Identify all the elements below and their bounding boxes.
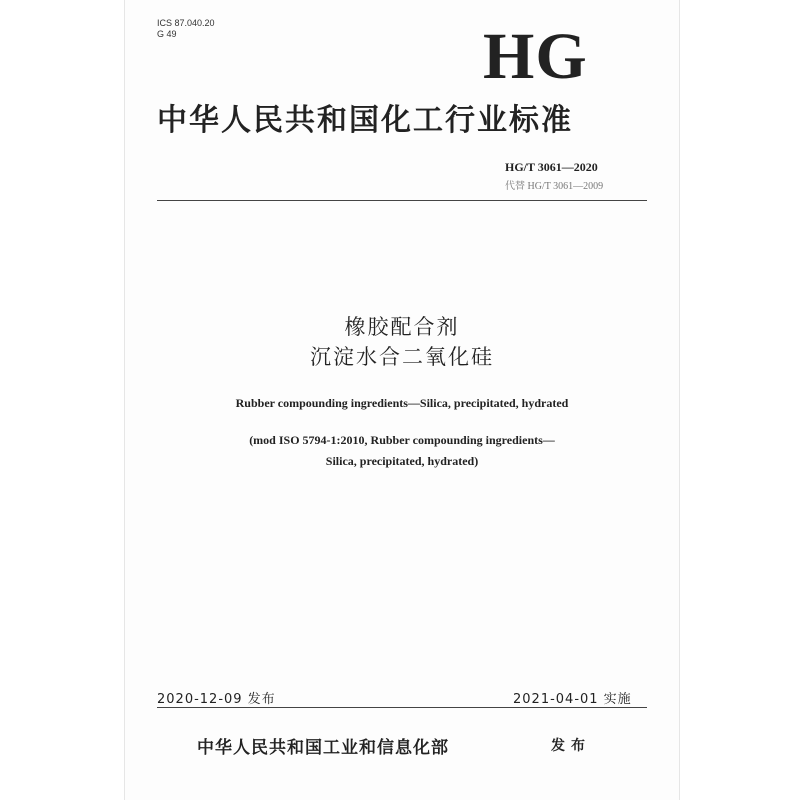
- document-title-line-1: 橡胶配合剂: [344, 315, 460, 339]
- standard-cover: [125, 0, 679, 800]
- issue-verb: 发布: [551, 738, 591, 754]
- ics-code: ICS 87.040.20: [157, 18, 215, 28]
- standard-number: HG/T 3061—2020: [505, 160, 598, 174]
- issue-date: 2020-12-09 发布: [157, 692, 276, 707]
- issuing-authority: 中华人民共和国工业和信息化部: [197, 738, 449, 758]
- ccs-code: G 49: [157, 29, 177, 39]
- mod-reference-line-1: (mod ISO 5794-1:2010, Rubber compounding ingredients—: [249, 433, 555, 447]
- bottom-divider: [157, 707, 647, 708]
- hg-logo: HG: [483, 20, 588, 93]
- document-title-line-2: 沉淀水合二氧化硅: [310, 345, 494, 369]
- implementation-date: 2021-04-01 实施: [513, 692, 632, 707]
- top-divider: [157, 200, 647, 201]
- mod-reference-line-2: Silica, precipitated, hydrated): [325, 454, 479, 468]
- replaces-standard: 代替 HG/T 3061—2009: [505, 181, 604, 192]
- english-title: Rubber compounding ingredients—Silica, precipitated, hydrated: [235, 396, 569, 410]
- standard-category-title: 中华人民共和国化工行业标准: [157, 103, 573, 138]
